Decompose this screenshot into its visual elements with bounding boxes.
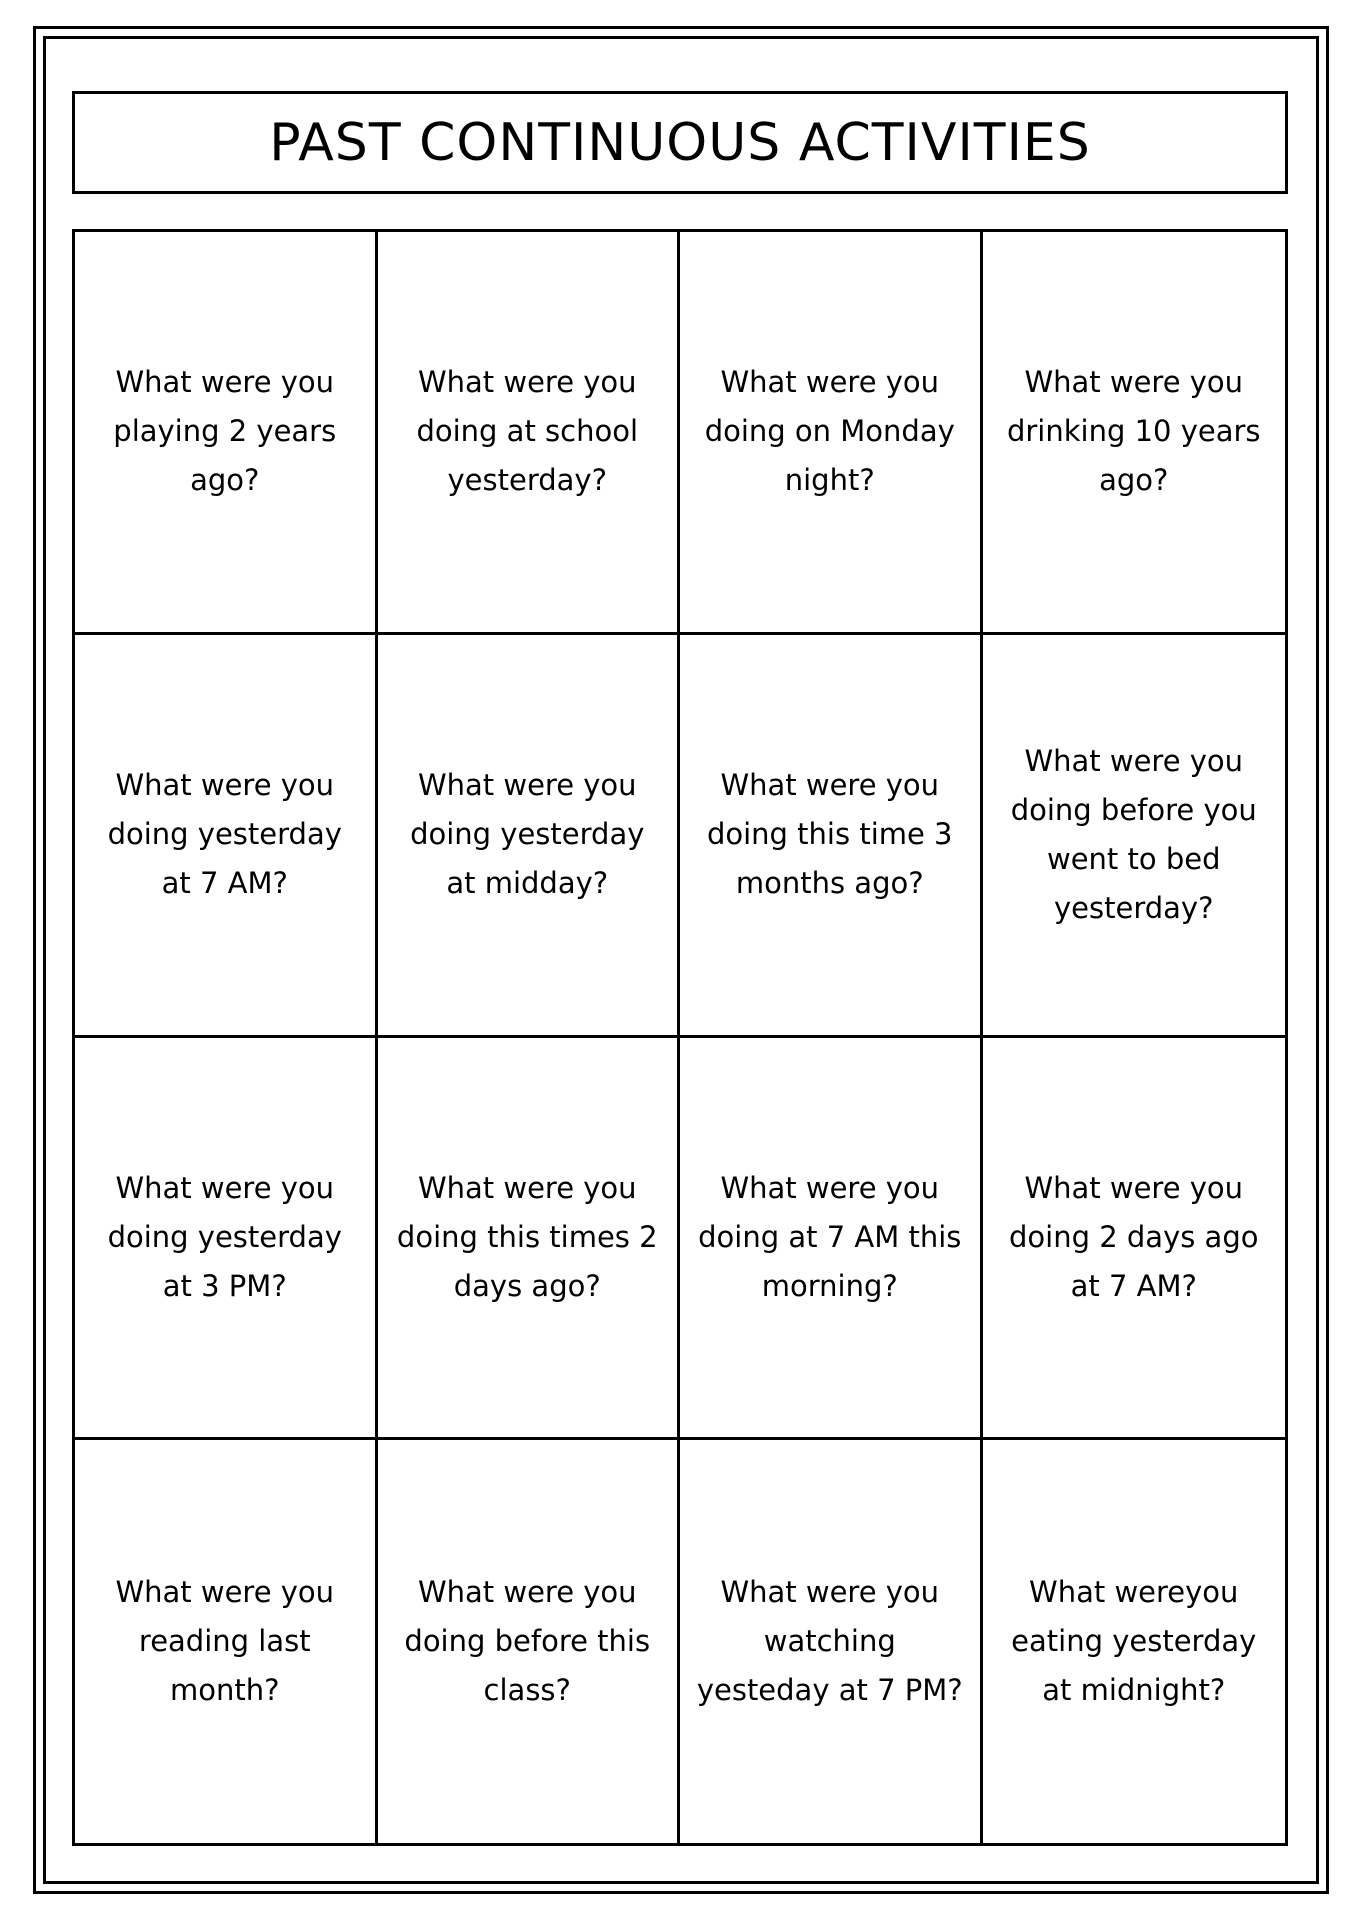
question-text: What were you reading last month? <box>115 1575 335 1708</box>
page-title: PAST CONTINUOUS ACTIVITIES <box>269 112 1091 173</box>
title-box <box>72 91 1288 194</box>
question-card <box>680 1038 983 1441</box>
question-text: What were you doing on Monday night? <box>704 365 955 498</box>
question-text: What were you doing yesterday at 7 AM? <box>107 768 342 901</box>
question-text: What were you playing 2 years ago? <box>113 365 337 498</box>
question-text: What were you drinking 10 years ago? <box>1006 365 1261 498</box>
question-card <box>75 1038 378 1441</box>
question-text: What were you doing at 7 AM this morning? <box>698 1170 962 1303</box>
question-card-grid <box>72 229 1288 1846</box>
question-card <box>680 1440 983 1843</box>
question-card <box>983 1440 1286 1843</box>
question-card <box>75 232 378 635</box>
question-card <box>378 1038 681 1441</box>
question-card <box>680 232 983 635</box>
question-text: What were you doing this times 2 days ago? <box>396 1170 658 1303</box>
question-card <box>983 635 1286 1038</box>
question-text: What wereyou eating yesterday at midnight? <box>1011 1575 1257 1708</box>
question-card <box>983 1038 1286 1441</box>
question-text: What were you doing this time 3 months ago? <box>706 768 953 901</box>
question-card <box>378 635 681 1038</box>
question-card <box>680 635 983 1038</box>
question-text: What were you watching yesteday at 7 PM? <box>696 1575 963 1708</box>
question-text: What were you doing yesterday at midday? <box>410 768 645 901</box>
question-card <box>983 232 1286 635</box>
question-text: What were you doing before this class? <box>404 1575 651 1708</box>
question-text: What were you doing before you went to bed yesterday? <box>1010 743 1257 925</box>
question-text: What were you doing 2 days ago at 7 AM? <box>1009 1170 1259 1303</box>
question-card <box>378 232 681 635</box>
question-card <box>75 1440 378 1843</box>
question-text: What were you doing at school yesterday? <box>416 365 639 498</box>
question-text: What were you doing yesterday at 3 PM? <box>107 1170 342 1303</box>
question-card <box>378 1440 681 1843</box>
question-card <box>75 635 378 1038</box>
